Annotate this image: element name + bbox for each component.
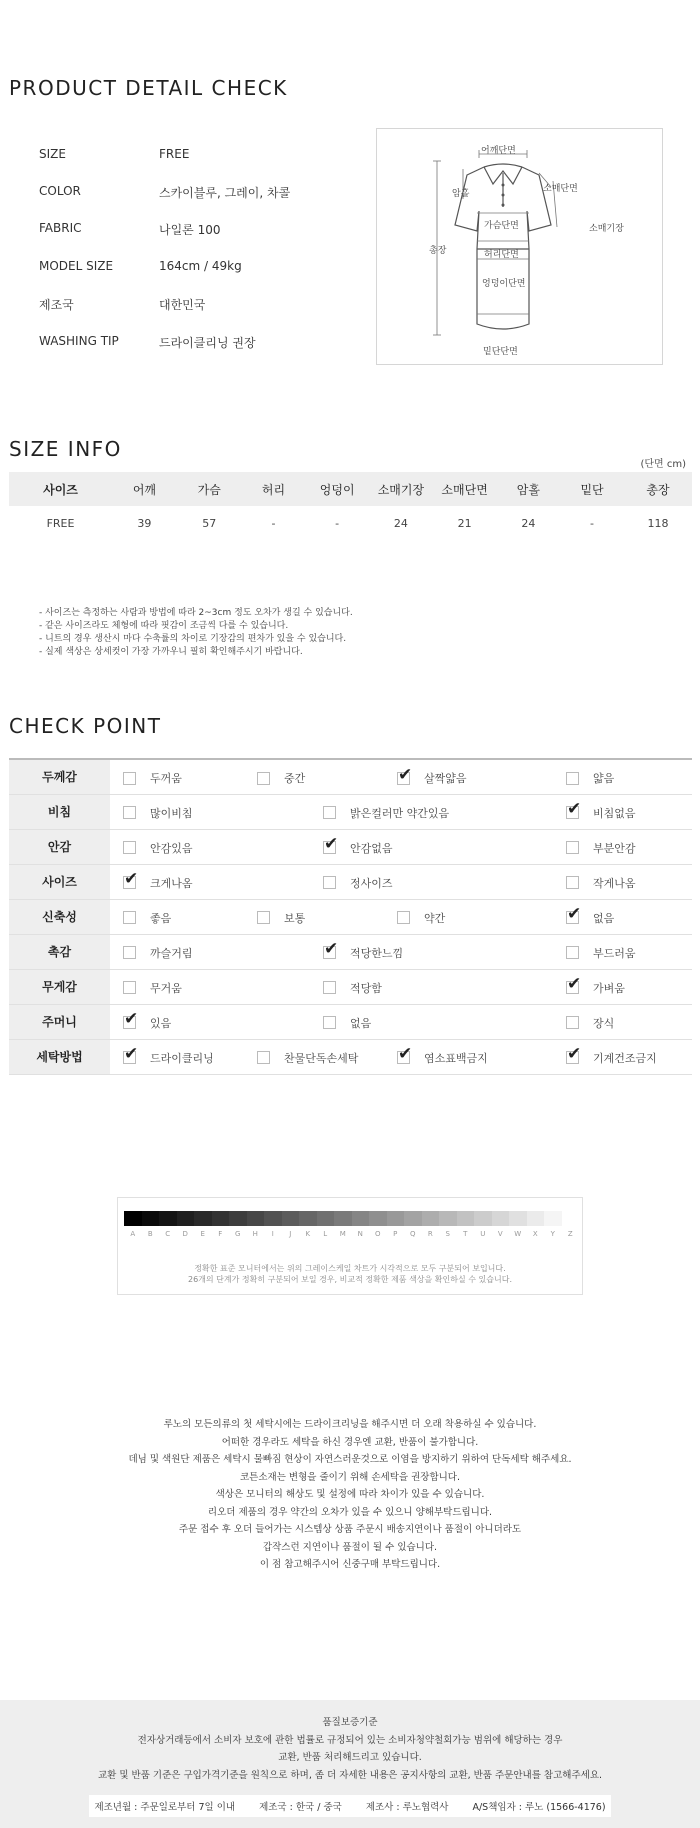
checkbox[interactable]	[323, 834, 339, 854]
grayscale-desc-line: 정확한 표준 모니터에서는 위의 그레이스케일 차트가 시각적으로 모두 구분되어 보입니다.	[194, 1264, 506, 1273]
footer-line: 품질보증기준	[322, 1717, 378, 1728]
table-row	[9, 1039, 692, 1074]
diagram-label-total-length: 총장	[429, 246, 447, 256]
size-header-cell: 허리	[242, 472, 306, 506]
size-cell: -	[335, 516, 340, 530]
size-notes	[39, 607, 353, 659]
checkmark-icon: ✔	[124, 869, 139, 889]
checkbox[interactable]	[323, 1016, 336, 1029]
check-option-label: 기계건조금지	[593, 1051, 657, 1065]
checkbox[interactable]	[566, 1044, 582, 1064]
checkmark-icon: ✔	[567, 974, 582, 994]
checkbox[interactable]	[323, 939, 339, 959]
check-point-options	[110, 864, 692, 899]
grayscale-letter: P	[393, 1230, 398, 1238]
check-option[interactable]	[566, 904, 615, 926]
check-option[interactable]	[323, 875, 393, 891]
grayscale-swatch	[369, 1211, 387, 1226]
grayscale-swatch	[527, 1211, 545, 1226]
guide-line: 데님 및 색원단 제품은 세탁시 물빠짐 현상이 자연스러운것으로 이염을 방지하기 위하여 단독세탁 해주세요.	[128, 1454, 572, 1465]
checkbox[interactable]	[257, 772, 270, 785]
check-option[interactable]	[123, 805, 193, 821]
size-note: - 실제 색상은 상세컷이 가장 가까우니 필히 확인해주시기 바랍니다.	[39, 647, 303, 657]
grayscale-letter: R	[427, 1230, 433, 1238]
table-row	[9, 506, 692, 540]
grayscale-letter: M	[339, 1230, 346, 1238]
footer-info-item: A/S책임자 : 루노 (1566-4176)	[472, 1802, 606, 1813]
check-option[interactable]	[323, 980, 382, 996]
checkbox[interactable]	[123, 981, 136, 994]
guide-line: 어떠한 경우라도 세탁을 하신 경우엔 교환, 반품이 불가합니다.	[221, 1436, 479, 1448]
spec-value-fabric: 나일론 100	[159, 223, 221, 237]
grayscale-swatch	[124, 1211, 142, 1226]
check-option-label: 안감있음	[150, 841, 193, 855]
checkmark-icon: ✔	[124, 1044, 139, 1064]
check-option[interactable]	[123, 770, 182, 786]
check-option[interactable]	[323, 939, 404, 961]
size-header-cell: 밑단	[560, 472, 624, 506]
checkmark-icon: ✔	[398, 1044, 413, 1064]
grayscale-swatches	[124, 1211, 579, 1226]
check-option-label: 없음	[593, 911, 615, 925]
size-cell: 57	[202, 516, 217, 530]
size-table	[9, 472, 692, 540]
checkbox[interactable]	[123, 772, 136, 785]
check-point-options	[110, 1004, 692, 1039]
grayscale-letter: Z	[567, 1230, 573, 1238]
checkbox[interactable]	[566, 904, 582, 924]
size-header-cell: 암홀	[496, 472, 560, 506]
check-point-label: 안감	[9, 829, 110, 864]
grayscale-letter: A	[130, 1230, 136, 1238]
table-row	[9, 759, 692, 794]
spec-label-washing: WASHING TIP	[39, 334, 119, 348]
grayscale-letter: N	[357, 1230, 363, 1238]
guide-line: 리오더 제품의 경우 약간의 오차가 있을 수 있으니 양해부탁드립니다.	[207, 1506, 493, 1518]
checkbox[interactable]	[257, 1051, 270, 1064]
check-option-label: 약간	[424, 911, 446, 925]
check-option-label: 안감없음	[350, 841, 393, 855]
grayscale-letter: K	[305, 1230, 311, 1238]
guide-line: 주문 접수 후 오더 들어가는 시스템상 상품 주문시 배송지연이나 품절이 아니더라도	[178, 1524, 522, 1535]
check-option-label: 염소표백금지	[424, 1051, 488, 1065]
check-point-options	[110, 759, 692, 794]
check-option-label: 작게나옴	[593, 876, 636, 890]
size-unit: (단면 cm)	[640, 459, 686, 470]
grayscale-swatch	[544, 1211, 562, 1226]
grayscale-letter: Q	[409, 1230, 416, 1238]
grayscale-swatch	[142, 1211, 160, 1226]
checkbox[interactable]	[123, 911, 136, 924]
check-option-label: 찬물단독손세탁	[284, 1051, 359, 1065]
guide-line: 색상은 모니터의 해상도 및 설정에 따라 차이가 있을 수 있습니다.	[215, 1489, 485, 1500]
check-option[interactable]	[566, 770, 614, 786]
grayscale-swatch	[352, 1211, 370, 1226]
grayscale-swatch	[212, 1211, 230, 1226]
grayscale-letter: W	[514, 1230, 522, 1238]
spec-value-washing: 드라이클리닝 권장	[159, 336, 256, 350]
grayscale-swatch	[159, 1211, 177, 1226]
diagram-label-armhole: 암홀	[452, 189, 470, 199]
check-option-label: 크게나옴	[150, 876, 193, 890]
grayscale-letter: X	[532, 1230, 538, 1238]
check-option[interactable]	[397, 1044, 488, 1066]
grayscale-letter: O	[374, 1230, 381, 1238]
size-cell: 24	[521, 516, 536, 530]
grayscale-letter: V	[497, 1230, 503, 1238]
size-cell: -	[590, 516, 595, 530]
check-option[interactable]	[566, 840, 636, 856]
grayscale-swatch	[474, 1211, 492, 1226]
checkmark-icon: ✔	[567, 1044, 582, 1064]
grayscale-swatch	[492, 1211, 510, 1226]
check-point-title: CHECK POINT	[9, 714, 162, 738]
check-point-label: 신축성	[9, 899, 110, 934]
check-option-label: 얇음	[593, 772, 615, 785]
spec-label-fabric: FABRIC	[39, 221, 82, 235]
size-note: - 니트의 경우 생산시 마다 수축률의 차이로 기장감의 편차가 있을 수 있습니다.	[39, 634, 347, 644]
size-cell: 118	[647, 516, 669, 530]
check-option-label: 있음	[150, 1016, 172, 1030]
spec-label-model-size: MODEL SIZE	[39, 259, 114, 273]
checkbox[interactable]	[123, 806, 136, 819]
footer-line: 교환, 반품 처리해드리고 있습니다.	[278, 1752, 422, 1763]
grayscale-letter: L	[323, 1230, 328, 1238]
table-row	[9, 864, 692, 899]
grayscale-swatch	[387, 1211, 405, 1226]
grayscale-swatch	[457, 1211, 475, 1226]
size-cell: FREE	[46, 516, 75, 530]
check-option-label: 비침없음	[593, 806, 636, 820]
footer-info-bar	[89, 1795, 611, 1817]
check-option[interactable]	[123, 869, 193, 891]
diagram-label-shoulder: 어깨단면	[481, 146, 516, 156]
table-row	[9, 899, 692, 934]
check-option-label: 두꺼움	[150, 772, 182, 785]
grayscale-letter: F	[218, 1230, 223, 1238]
size-cell: -	[271, 516, 276, 530]
size-note: - 사이즈는 측정하는 사람과 방법에 따라 2~3cm 정도 오차가 생길 수 있습니다.	[39, 608, 353, 618]
check-option[interactable]	[123, 910, 171, 926]
grayscale-swatch	[299, 1211, 317, 1226]
check-option-label: 까슬거림	[150, 946, 193, 960]
checkbox[interactable]	[397, 1044, 413, 1064]
table-row	[9, 969, 692, 1004]
checkmark-icon: ✔	[398, 764, 413, 785]
size-header-cell: 가슴	[177, 472, 242, 506]
grayscale-letter: I	[271, 1230, 274, 1238]
table-row	[9, 829, 692, 864]
diagram-label-hip: 엉덩이단면	[482, 279, 526, 289]
table-row	[9, 1004, 692, 1039]
check-option-label: 적당함	[350, 981, 382, 995]
size-header-cell: 어깨	[112, 472, 177, 506]
check-point-label: 사이즈	[9, 864, 110, 899]
checkbox[interactable]	[257, 911, 270, 924]
spec-label-origin: 제조국	[39, 298, 74, 312]
grayscale-desc-line: 26개의 단계가 정확히 구분되어 보일 경우, 비교적 정확한 제품 색상을 확인하실 수 있습니다.	[188, 1275, 512, 1284]
dress-illustration	[377, 129, 664, 366]
checkbox[interactable]	[397, 764, 413, 785]
garment-diagram	[376, 128, 663, 365]
grayscale-letter: J	[289, 1230, 292, 1238]
grayscale-letter: G	[235, 1230, 241, 1238]
grayscale-letters	[124, 1230, 579, 1238]
check-option-label: 부분안감	[593, 841, 636, 855]
check-option[interactable]	[123, 1044, 214, 1066]
checkbox[interactable]	[323, 981, 336, 994]
checkbox[interactable]	[123, 841, 136, 854]
size-header-cell: 사이즈	[9, 472, 112, 506]
grayscale-swatch	[177, 1211, 195, 1226]
check-option-label: 없음	[350, 1016, 372, 1030]
checkmark-icon: ✔	[567, 799, 582, 819]
grayscale-swatch	[404, 1211, 422, 1226]
spec-value-model-size: 164cm / 49kg	[159, 259, 242, 273]
check-option-label: 가벼움	[593, 981, 625, 995]
check-option-label: 장식	[593, 1016, 615, 1030]
check-point-label: 촉감	[9, 934, 110, 969]
check-point-label: 세탁방법	[9, 1039, 110, 1074]
size-cell: 21	[457, 516, 472, 530]
checkbox[interactable]	[566, 876, 579, 889]
checkbox[interactable]	[123, 1044, 139, 1064]
check-point-options	[110, 899, 692, 934]
grayscale-swatch	[229, 1211, 247, 1226]
grayscale-swatch	[317, 1211, 335, 1226]
check-option-label: 적당한느낌	[350, 946, 404, 960]
grayscale-swatch	[509, 1211, 527, 1226]
checkbox[interactable]	[566, 772, 579, 785]
check-option[interactable]	[257, 910, 305, 926]
diagram-label-hem: 밑단단면	[483, 347, 518, 357]
check-option-label: 부드러움	[593, 946, 636, 960]
footer-line: 전자상거래등에서 소비자 보호에 관한 법률로 규정되어 있는 소비자청약철회가능 범위에 해당하는 경우	[137, 1734, 563, 1746]
check-point-label: 무게감	[9, 969, 110, 1004]
guide-line: 이 점 참고해주시어 신중구매 부탁드립니다.	[259, 1559, 441, 1570]
size-header-cell: 총장	[624, 472, 692, 506]
size-header-cell: 소매기장	[369, 472, 433, 506]
spec-label-color: COLOR	[39, 184, 81, 198]
diagram-label-sleeve-length: 소매기장	[589, 224, 624, 234]
check-option[interactable]	[566, 1044, 657, 1066]
spec-value-origin: 대한민국	[159, 298, 206, 312]
checkmark-icon: ✔	[567, 904, 582, 924]
check-option[interactable]	[257, 770, 305, 786]
guide-line: 코튼소재는 변형을 줄이기 위해 손세탁을 권장합니다.	[239, 1471, 460, 1483]
check-option-label: 중간	[284, 772, 306, 785]
check-point-label: 비침	[9, 794, 110, 829]
table-row	[9, 794, 692, 829]
grayscale-chart	[117, 1197, 583, 1295]
check-option[interactable]	[397, 910, 445, 926]
checkbox[interactable]	[566, 1016, 579, 1029]
spec-label-size: SIZE	[39, 147, 66, 161]
guide-line: 루노의 모든의류의 첫 세탁시에는 드라이크리닝을 해주시면 더 오래 착용하실 수 있습니다.	[163, 1419, 537, 1430]
check-option-label: 많이비침	[150, 806, 193, 820]
grayscale-swatch	[422, 1211, 440, 1226]
checkmark-icon: ✔	[124, 1009, 139, 1029]
check-point-table	[9, 758, 692, 1075]
size-cell: 24	[393, 516, 408, 530]
detail-title: PRODUCT DETAIL CHECK	[9, 76, 288, 100]
checkbox[interactable]	[566, 799, 582, 819]
check-point-label: 두께감	[9, 759, 110, 794]
grayscale-swatch	[247, 1211, 265, 1226]
grayscale-letter: E	[200, 1230, 205, 1238]
check-option-label: 정사이즈	[350, 876, 393, 890]
footer-info-item: 제조사 : 루노협력사	[365, 1802, 449, 1813]
check-option-label: 드라이클리닝	[150, 1051, 214, 1065]
quality-footer	[0, 1700, 700, 1828]
diagram-label-waist: 허리단면	[484, 250, 519, 260]
checkbox[interactable]	[566, 946, 579, 959]
check-point-label: 주머니	[9, 1004, 110, 1039]
checkbox[interactable]	[123, 1009, 139, 1029]
diagram-label-sleeve-width: 소매단면	[543, 184, 578, 194]
spec-value-color: 스카이블루, 그레이, 차콜	[159, 186, 291, 200]
check-point-options	[110, 829, 692, 864]
check-option-label: 살짝얇음	[424, 772, 467, 785]
checkmark-icon: ✔	[324, 939, 339, 959]
footer-info-item: 제조년월 : 주문일로부터 7일 이내	[94, 1802, 236, 1813]
checkbox[interactable]	[123, 946, 136, 959]
checkbox[interactable]	[566, 974, 582, 994]
checkbox[interactable]	[123, 869, 139, 889]
check-option[interactable]	[257, 1050, 358, 1066]
check-point-options	[110, 969, 692, 1004]
checkbox[interactable]	[323, 806, 336, 819]
size-info-title: SIZE INFO	[9, 437, 122, 461]
grayscale-letter: Y	[550, 1230, 555, 1238]
check-option[interactable]	[123, 980, 182, 996]
check-point-options	[110, 934, 692, 969]
grayscale-letter: C	[165, 1230, 171, 1238]
footer-line: 교환 및 반품 기준은 구입가격기준을 원칙으로 하며, 좀 더 자세한 내용은 공지사항의 교환, 반품 주문안내를 참고해주세요.	[97, 1769, 603, 1781]
check-option[interactable]	[323, 805, 449, 821]
table-row	[9, 934, 692, 969]
check-option-label: 좋음	[150, 911, 172, 925]
check-point-options	[110, 1039, 692, 1074]
check-option-label: 밝은컬러만 약간있음	[350, 806, 450, 820]
check-option[interactable]	[566, 799, 636, 821]
grayscale-letter: T	[463, 1230, 468, 1238]
check-option[interactable]	[566, 974, 625, 996]
checkmark-icon: ✔	[324, 834, 339, 854]
footer-text	[0, 1714, 700, 1784]
grayscale-swatch	[439, 1211, 457, 1226]
size-note: - 같은 사이즈라도 체형에 따라 핏감이 조금씩 다를 수 있습니다.	[39, 621, 289, 631]
grayscale-description	[118, 1263, 582, 1285]
guide-line: 갑작스런 지연이나 품절이 될 수 있습니다.	[262, 1541, 438, 1553]
checkbox[interactable]	[323, 876, 336, 889]
grayscale-letter: H	[252, 1230, 258, 1238]
grayscale-swatch	[334, 1211, 352, 1226]
check-option[interactable]	[566, 1015, 614, 1031]
grayscale-swatch	[282, 1211, 300, 1226]
footer-info-item: 제조국 : 한국 / 중국	[259, 1802, 342, 1813]
check-option[interactable]	[397, 764, 467, 786]
spec-value-size: FREE	[159, 147, 190, 161]
check-option[interactable]	[323, 834, 393, 856]
checkbox[interactable]	[566, 841, 579, 854]
check-point-options	[110, 794, 692, 829]
check-option[interactable]	[566, 875, 636, 891]
diagram-label-chest: 가슴단면	[484, 221, 519, 231]
check-option[interactable]	[323, 1015, 371, 1031]
check-option[interactable]	[123, 1009, 172, 1031]
size-table-header	[9, 472, 692, 506]
check-option-label: 무거움	[150, 981, 182, 995]
grayscale-letter: U	[480, 1230, 486, 1238]
size-cell: 39	[137, 516, 152, 530]
check-option[interactable]	[123, 945, 193, 961]
grayscale-swatch	[264, 1211, 282, 1226]
check-option-label: 보통	[284, 911, 306, 925]
check-option[interactable]	[566, 945, 636, 961]
grayscale-swatch	[194, 1211, 212, 1226]
care-guide	[0, 1416, 700, 1574]
grayscale-swatch	[562, 1211, 580, 1226]
grayscale-letter: D	[182, 1230, 188, 1238]
grayscale-letter: S	[445, 1230, 450, 1238]
check-option[interactable]	[123, 840, 193, 856]
checkbox[interactable]	[397, 911, 410, 924]
size-header-cell: 엉덩이	[305, 472, 369, 506]
size-header-cell: 소매단면	[433, 472, 497, 506]
grayscale-letter: B	[147, 1230, 153, 1238]
